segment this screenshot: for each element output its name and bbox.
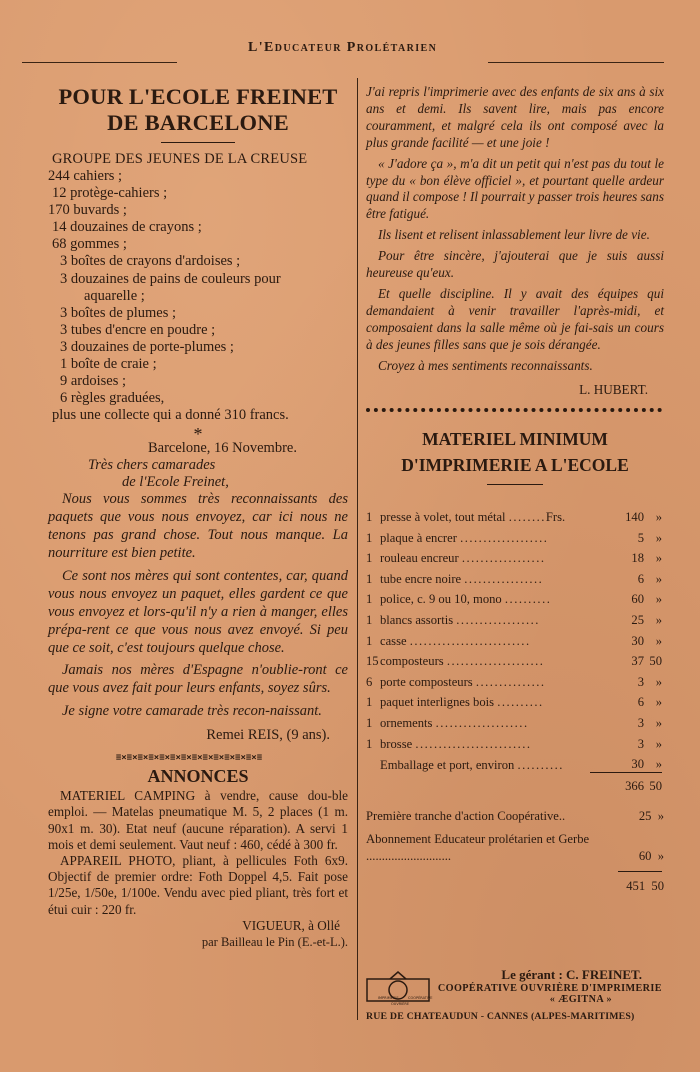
letter-paragraph: Nous vous sommes très reconnaissants des paquets que vous nous envoyez, car ici nous ne tenons pas grand chose. Tout nous manque. La nourriture est bien petite.: [48, 491, 348, 562]
ornament-border: ≡×≡×≡×≡×≡×≡×≡×≡×≡×≡×≡×≡×≡×≡: [115, 753, 263, 764]
materiel-label-text: casse: [380, 633, 407, 648]
extra-amount: [592, 808, 664, 825]
dotted-separator: [366, 408, 662, 412]
extra-amount-value: 60: [638, 848, 652, 863]
materiel-label: [380, 731, 590, 752]
materiel-leader-dots: .....................: [446, 654, 545, 669]
materiel-row: [366, 587, 662, 608]
materiel-leader-dots: ..........: [504, 592, 552, 607]
materiel-cents: »: [655, 613, 662, 628]
materiel-label: [380, 752, 590, 773]
materiel-amount: 3: [637, 736, 644, 751]
materiel-cents: »: [655, 530, 662, 545]
materiel-row: [366, 649, 662, 670]
coop-name: COOPÉRATIVE OUVRIÈRE D'IMPRIMERIE: [437, 983, 662, 994]
group-heading: GROUPE DES JEUNES DE LA CREUSE: [52, 151, 308, 167]
collecte-line: plus une collecte qui a donné 310 francs.: [52, 407, 289, 424]
materiel-label-text: porte composteurs: [380, 674, 473, 689]
imprint-block: [366, 967, 666, 1022]
extras-block: [366, 808, 664, 895]
materiel-price-table: [366, 505, 662, 794]
materiel-label: [380, 566, 590, 587]
materiel-label-text: Emballage et port, environ: [380, 757, 515, 772]
materiel-qty: 15: [366, 654, 379, 669]
materiel-cents: »: [655, 592, 662, 607]
materiel-label: [380, 649, 590, 670]
donation-item: 170 buvards ;: [48, 202, 127, 219]
donation-item: 14 douzaines de crayons ;: [52, 219, 202, 236]
materiel-amount: 30: [631, 633, 644, 648]
extra-amount-cents: »: [657, 808, 664, 823]
materiel-label-text: paquet interlignes bois: [380, 695, 495, 710]
letter-paragraph: Ils lisent et relisent inlassablement leur livre de vie.: [378, 227, 650, 243]
donation-item: 6 règles graduées,: [60, 390, 165, 407]
materiel-qty: 1: [366, 571, 373, 586]
gerant-line: Le gérant : C. FREINET.: [501, 967, 642, 982]
total-amount-cents: 50: [651, 878, 664, 893]
materiel-qty: 1: [366, 592, 373, 607]
materiel-leader-dots: .................: [464, 571, 544, 586]
materiel-label: [380, 607, 590, 628]
materiel-amount: 60: [631, 592, 644, 607]
materiel-cents: »: [655, 551, 662, 566]
materiel-label-text: blancs assortis: [380, 613, 454, 628]
running-header: L'Educateur Prolétarien: [248, 40, 438, 55]
materiel-amount: 140: [625, 510, 644, 525]
materiel-label: [380, 710, 590, 731]
donation-item: 244 cahiers ;: [48, 168, 123, 184]
materiel-label-text: tube encre noire: [380, 571, 462, 586]
materiel-row: [366, 628, 662, 649]
materiel-cents: »: [655, 736, 662, 751]
materiel-label: [380, 525, 590, 546]
materiel-row: [366, 731, 662, 752]
extra-label: Abonnement Educateur prolétarien et Gerbe ...........................: [366, 831, 590, 863]
materiel-qty: 1: [366, 633, 373, 648]
materiel-label-text: police, c. 9 ou 10, mono: [380, 592, 502, 607]
materiel-cents: »: [655, 674, 662, 689]
letter-paragraph: Pour être sincère, j'ajouterai que je suis aussi heureuse qu'eux.: [366, 248, 664, 281]
letter-paragraph: Croyez à mes sentiments reconnaissants.: [378, 357, 593, 373]
title-line: DE BARCELONE: [107, 110, 289, 135]
materiel-title-rule: [487, 484, 543, 485]
annonce-contact-address: par Bailleau le Pin (E.-et-L.).: [201, 935, 348, 950]
donation-item: 3 boîtes de crayons d'ardoises ;: [60, 253, 241, 270]
header-rule-right: [488, 62, 664, 63]
materiel-amount: 3: [637, 716, 644, 731]
teacher-signature: L. HUBERT.: [579, 381, 648, 397]
logo-text: COOPÉRATIVE: [408, 996, 433, 1000]
materiel-cents: »: [655, 695, 662, 710]
materiel-row: [366, 710, 662, 731]
coop-address: RUE DE CHATEAUDUN - CANNES (ALPES-MARITIMES): [366, 1011, 635, 1022]
donation-item: 3 boîtes de plumes ;: [60, 304, 176, 321]
materiel-leader-dots: ...............: [475, 674, 546, 689]
title-line: POUR L'ECOLE FREINET: [58, 84, 338, 109]
letter-paragraph: Ce sont nos mères qui sont contentes, car, quand vous nous envoyez un paquet, elles gardent ce que vous envoyez et lors-qu'il n'y a rien à manger, elles prépa-rent ce que vous nous avez envoyé. Si peu que ce soit, c'est toujours quelque chose.: [48, 567, 348, 656]
materiel-amount: 6: [637, 571, 644, 586]
materiel-leader-dots: ....................: [435, 716, 529, 731]
materiel-leader-dots: ..................: [456, 613, 540, 628]
salutation-line: Très chers camarades: [88, 457, 216, 474]
materiel-leader-dots: ..........: [517, 757, 564, 772]
salutation-line: de l'Ecole Freinet,: [122, 474, 229, 491]
extra-amount-cents: »: [657, 848, 664, 863]
letter-signature: Remei REIS, (9 ans).: [206, 727, 330, 744]
materiel-leader-dots: .........................: [415, 736, 532, 751]
materiel-qty: [366, 752, 380, 773]
extra-amount: [592, 848, 664, 865]
materiel-qty: 1: [366, 530, 373, 545]
annonces-block: [48, 788, 348, 950]
extra-label: Première tranche d'action Coopérative..: [366, 808, 566, 823]
materiel-label: [380, 505, 590, 526]
materiel-leader-dots: ..................: [461, 551, 546, 566]
materiel-qty: 1: [366, 716, 373, 731]
header-rule-left: [22, 62, 177, 63]
materiel-leader-dots: ........: [508, 510, 546, 525]
materiel-label-text: plaque à encrer: [380, 530, 457, 545]
materiel-amount: 5: [637, 530, 644, 545]
letter-paragraph: « J'adore ça », m'a dit un petit qui n'est pas du tout le type du « bon élève officiel », et pourtant quelle ardeur quand il compose ! Il pourrait y passer trois heures sans être fatigué.: [366, 155, 664, 222]
donation-item: 3 douzaines de porte-plumes ;: [60, 338, 234, 355]
right-column: [366, 84, 664, 895]
logo-text: IMPRIMERIE: [378, 996, 399, 1000]
subtotal-row: [366, 773, 662, 794]
materiel-qty: 1: [366, 695, 373, 710]
materiel-row: [366, 566, 662, 587]
donation-item: 3 tubes d'encre en poudre ;: [60, 321, 216, 338]
annonces-heading: ANNONCES: [147, 766, 249, 787]
materiel-row: [366, 525, 662, 546]
materiel-label-text: ornements: [380, 716, 433, 731]
donation-item: 9 ardoises ;: [60, 373, 127, 390]
materiel-amount: 30: [631, 757, 644, 772]
left-column: [48, 84, 348, 950]
annonce-item: APPAREIL PHOTO, pliant, à pellicules Foth 6x9. Objectif de premier ordre: Foth Doppel 4,5. Fait pose 1/25e, 1/50e, 1/100e. Vendu avec pied pliant, très fort et étui cuir : 220 fr.: [48, 853, 348, 917]
materiel-label-text: composteurs: [380, 654, 444, 669]
annonce-item: MATERIEL CAMPING à vendre, cause dou-ble emploi. — Matelas pneumatique M. 5, 2 places (1 m. 90x1 m. 30). Etat neuf (aucune réparation). A servi 1 mois et demi seulement. Vaut neuf : 460, cédé à 300 fr.: [48, 788, 348, 852]
extra-amount-value: 25: [638, 808, 652, 823]
materiel-cents: 50: [649, 654, 662, 669]
materiel-title-line: D'IMPRIMERIE A L'ECOLE: [401, 454, 629, 475]
materiel-cents: »: [655, 510, 662, 525]
materiel-label-text: brosse: [380, 736, 413, 751]
materiel-row: [366, 607, 662, 628]
donation-item: 3 douzaines de pains de couleurs pour: [60, 270, 281, 287]
materiel-row: [366, 505, 662, 526]
materiel-cents: »: [655, 571, 662, 586]
coop-brand: « ÆGITNA »: [549, 994, 612, 1005]
materiel-label: [380, 690, 590, 711]
child-letter: [48, 491, 348, 721]
title-rule: [161, 142, 235, 143]
materiel-amount: 6: [637, 695, 644, 710]
materiel-cents: »: [655, 757, 662, 772]
letter-paragraph: Et quelle discipline. Il y avait des équipes qui demandaient à venir travailler l'après-midi, et composaient dans la salle même où je fai-sais un cours à des jeunes filles sans que je sois dérangée.: [366, 285, 664, 352]
donation-list: [48, 168, 348, 407]
materiel-leader-dots: ..........................: [409, 633, 531, 648]
total-row: [366, 878, 664, 895]
materiel-title: [366, 426, 664, 478]
materiel-leader-dots: ..........: [497, 695, 544, 710]
letter-paragraph: J'ai repris l'imprimerie avec des enfants de six ans à six ans et demi. Ils savent lire, mais pas encore couramment, et malgré cela ils ont composé avec la plus grande facilité — et une joie !: [366, 84, 664, 150]
materiel-label: [380, 669, 590, 690]
donation-item: 1 boîte de craie ;: [60, 356, 157, 373]
materiel-qty: 1: [366, 736, 373, 751]
materiel-leader-dots: ...................: [460, 530, 549, 545]
materiel-cents: »: [655, 633, 662, 648]
star-separator: *: [193, 424, 203, 445]
materiel-qty: 1: [366, 551, 373, 566]
article-title: [48, 84, 348, 136]
materiel-label: [380, 546, 590, 567]
materiel-label-text: presse à volet, tout métal: [380, 510, 506, 525]
total-amount-value: 451: [626, 878, 646, 893]
donation-item: 12 protège-cahiers ;: [52, 185, 168, 202]
donation-item: 68 gommes ;: [52, 236, 127, 253]
materiel-amount: 37: [631, 654, 644, 669]
materiel-label: [380, 587, 590, 608]
total-amount: [592, 878, 664, 895]
materiel-row: [366, 752, 662, 773]
materiel-amount: 18: [631, 551, 644, 566]
donation-item: aquarelle ;: [84, 287, 145, 304]
materiel-qty: 1: [366, 613, 373, 628]
materiel-title-line: MATERIEL MINIMUM: [422, 428, 608, 449]
materiel-qty: 1: [366, 510, 373, 525]
extra-row: [366, 831, 664, 865]
logo-text: OUVRIÈRE: [391, 1002, 410, 1006]
materiel-label-text: rouleau encreur: [380, 551, 459, 566]
materiel-row: [366, 690, 662, 711]
teacher-letter: [366, 84, 664, 375]
annonce-contact: VIGUEUR, à Ollé: [242, 917, 340, 933]
materiel-unit: Frs.: [545, 510, 566, 525]
letter-date: Barcelone, 16 Novembre.: [148, 440, 297, 457]
materiel-row: [366, 546, 662, 567]
total-rule: [618, 871, 662, 872]
materiel-amount: 25: [631, 613, 644, 628]
subtotal-amount: 366: [590, 773, 648, 794]
subtotal-cents: 50: [648, 773, 662, 794]
column-divider: [357, 78, 358, 1020]
materiel-cents: »: [655, 716, 662, 731]
materiel-row: [366, 669, 662, 690]
letter-paragraph: Je signe votre camarade très recon-naissant.: [62, 703, 322, 720]
materiel-label: [380, 628, 590, 649]
extra-row: [366, 808, 664, 825]
materiel-qty: 6: [366, 674, 373, 689]
printers-logo: [366, 971, 433, 1007]
letter-paragraph: Jamais nos mères d'Espagne n'oublie-ront ce que vous avez fait pour leurs enfants, soyez sûrs.: [48, 662, 348, 697]
materiel-amount: 3: [637, 674, 644, 689]
